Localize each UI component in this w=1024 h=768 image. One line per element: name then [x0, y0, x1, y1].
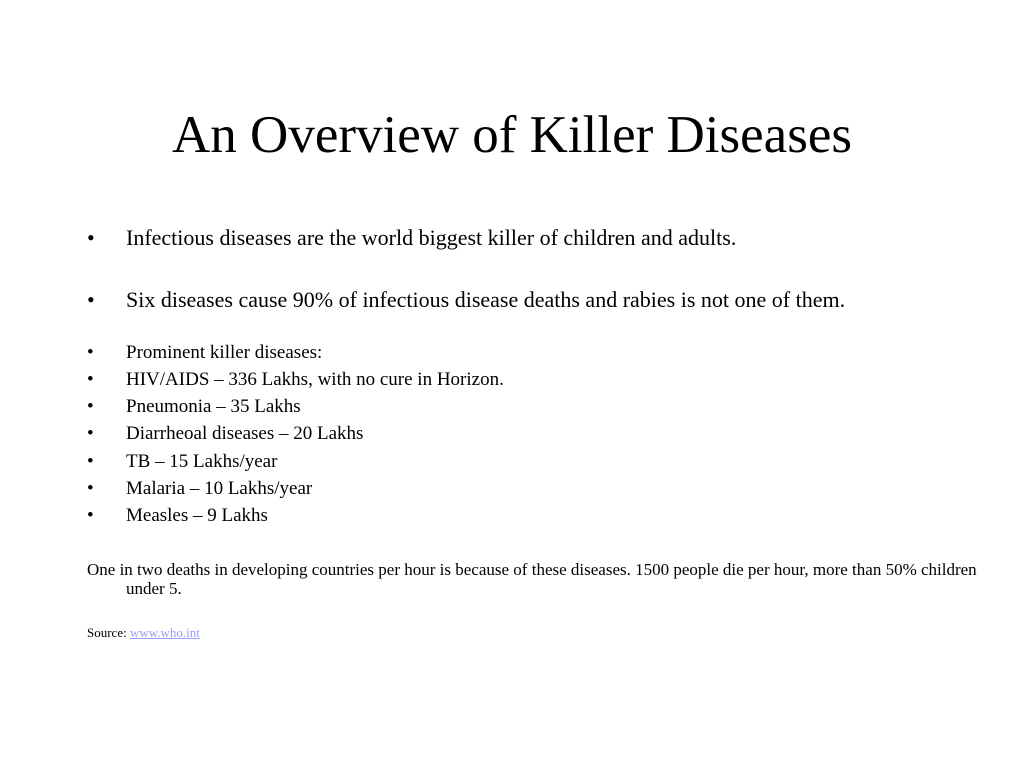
bullet-text: Diarrheoal diseases – 20 Lakhs: [126, 423, 364, 444]
bullet-item-diarrheoal: [87, 423, 947, 445]
bullet-marker: •: [87, 369, 94, 390]
bullet-marker: •: [87, 451, 94, 472]
bullet-marker: •: [87, 342, 94, 363]
bullet-marker: •: [87, 423, 94, 444]
bullet-marker: •: [87, 478, 94, 499]
bullet-marker: •: [87, 396, 94, 417]
bullet-marker: •: [87, 287, 95, 312]
source-label: Source:: [87, 625, 130, 640]
bullet-item-pneumonia: [87, 396, 947, 418]
bullet-text: Pneumonia – 35 Lakhs: [126, 396, 301, 417]
bullet-marker: •: [87, 225, 95, 250]
bullet-item-malaria: [87, 478, 947, 500]
bullet-text: Infectious diseases are the world biggest killer of children and adults.: [126, 225, 737, 250]
bullet-text: HIV/AIDS – 336 Lakhs, with no cure in Horizon.: [126, 369, 504, 390]
bullet-item-tb: [87, 451, 947, 473]
bullet-item-six-diseases: [87, 287, 947, 312]
bullet-item-prominent: [87, 342, 947, 364]
bullet-text: Measles – 9 Lakhs: [126, 505, 268, 526]
bullet-item-hiv: [87, 369, 947, 391]
bullet-text: Prominent killer diseases:: [126, 342, 323, 363]
bullet-item-measles: [87, 505, 947, 527]
bullet-item-infectious: [87, 225, 947, 250]
summary-note: One in two deaths in developing countries per hour is because of these diseases. 1500 people die per hour, more than 50% children under 5.: [87, 560, 977, 598]
bullet-text: Malaria – 10 Lakhs/year: [126, 478, 313, 499]
bullet-text: Six diseases cause 90% of infectious disease deaths and rabies is not one of them.: [126, 287, 846, 312]
bullet-marker: •: [87, 505, 94, 526]
source-link[interactable]: www.who.int: [129, 625, 200, 640]
source-line: [87, 625, 200, 640]
bullet-text: TB – 15 Lakhs/year: [126, 451, 278, 472]
slide-title: An Overview of Killer Diseases: [172, 106, 852, 164]
